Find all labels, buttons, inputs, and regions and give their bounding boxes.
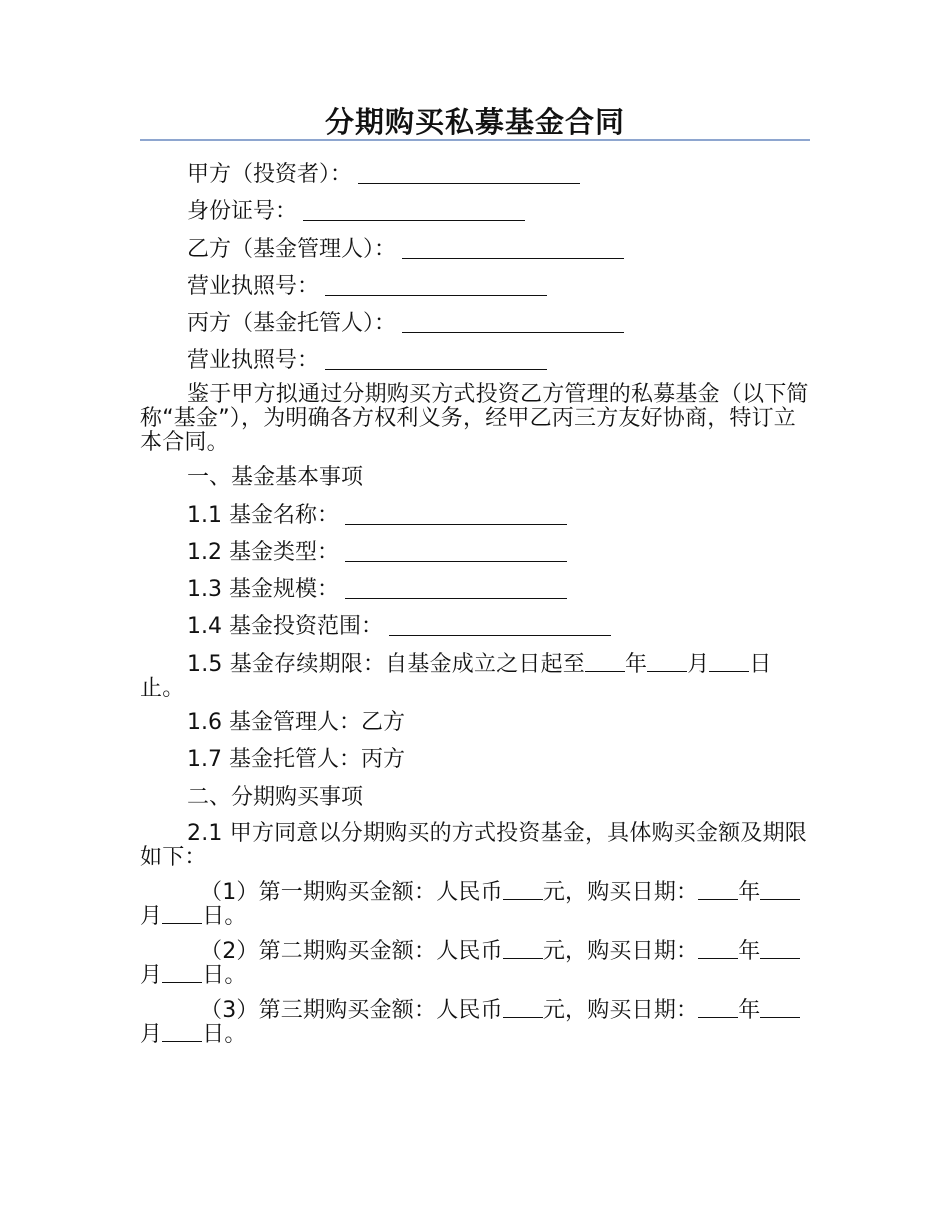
fund-type-blank <box>345 560 567 562</box>
installment-1 <box>140 881 810 929</box>
term-end-text: 日止。 <box>140 652 772 701</box>
fund-scale-blank <box>345 597 567 599</box>
license-c-line <box>187 347 547 375</box>
license-b-label: 营业执照号： <box>187 274 320 299</box>
installment-3 <box>140 999 810 1047</box>
installment-3-date-label: 元，购买日期： <box>542 998 699 1023</box>
installment-1-label: （1）第一期购买金额：人民币 <box>200 880 503 905</box>
installment-2-month-blank <box>760 957 800 959</box>
installment-2-amount-blank <box>503 957 543 959</box>
party-b-blank <box>402 257 624 259</box>
section1-heading: 一、基金基本事项 <box>187 465 364 490</box>
party-b-label: 乙方（基金管理人）： <box>187 237 397 262</box>
purchase-clause: 2.1 甲方同意以分期购买的方式投资基金，具体购买金额及期限如下： <box>140 821 807 870</box>
term-year-label: 年 <box>624 652 648 677</box>
fund-name-blank <box>345 523 567 525</box>
installment-2 <box>140 940 810 988</box>
installment-3-day-blank <box>162 1040 202 1042</box>
installment-2-day: 日。 <box>202 963 247 988</box>
party-a-blank <box>358 182 580 184</box>
fund-term-paragraph <box>140 653 810 701</box>
installment-1-year: 年 <box>738 880 761 905</box>
installment-1-day: 日。 <box>202 904 247 929</box>
installment-3-amount-blank <box>503 1016 543 1018</box>
installment-1-amount-blank <box>503 898 543 900</box>
party-b-line <box>187 236 624 264</box>
installment-1-day-blank <box>162 922 202 924</box>
installment-1-month: 月 <box>140 904 163 929</box>
party-a-line <box>187 161 580 189</box>
installment-2-date-label: 元，购买日期： <box>542 939 699 964</box>
installment-3-day: 日。 <box>202 1022 247 1047</box>
fund-scope-blank <box>389 634 611 636</box>
id-number-line <box>187 198 525 226</box>
id-number-label: 身份证号： <box>187 199 298 224</box>
license-b-line <box>187 273 547 301</box>
license-c-blank <box>325 368 547 370</box>
installment-2-label: （2）第二期购买金额：人民币 <box>200 939 503 964</box>
fund-scope-label: 1.4 基金投资范围： <box>187 614 383 639</box>
preamble-paragraph: 鉴于甲方拟通过分期购买方式投资乙方管理的私募基金（以下简称“基金”），为明确各方权利义务，经甲乙丙三方友好协商，特订立本合同。 <box>140 382 809 455</box>
fund-name-label: 1.1 基金名称： <box>187 503 339 528</box>
term-month-blank <box>647 670 687 672</box>
installment-3-label: （3）第三期购买金额：人民币 <box>200 998 503 1023</box>
party-c-label: 丙方（基金托管人）： <box>187 311 397 336</box>
term-year-blank <box>585 670 625 672</box>
section2-heading: 二、分期购买事项 <box>187 785 364 810</box>
term-month-label: 月 <box>687 652 710 677</box>
fund-name-line <box>187 502 567 530</box>
fund-scope-line <box>187 613 611 641</box>
page-title: 分期购买私募基金合同 <box>324 105 625 139</box>
fund-term-text: 1.5 基金存续期限：自基金成立之日起至 <box>187 652 585 677</box>
fund-scale-label: 1.3 基金规模： <box>187 577 339 602</box>
installment-2-year-blank <box>698 957 738 959</box>
term-day-blank <box>709 670 749 672</box>
installment-2-day-blank <box>162 981 202 983</box>
installment-3-year: 年 <box>738 998 761 1023</box>
fund-scale-line <box>187 576 567 604</box>
installment-1-date-label: 元，购买日期： <box>542 880 699 905</box>
installment-2-year: 年 <box>738 939 761 964</box>
fund-type-label: 1.2 基金类型： <box>187 540 339 565</box>
party-c-line <box>187 310 624 338</box>
fund-custodian-line: 1.7 基金托管人：丙方 <box>187 747 405 772</box>
title-underline <box>140 139 810 141</box>
installment-1-month-blank <box>760 898 800 900</box>
fund-manager-line: 1.6 基金管理人：乙方 <box>187 710 405 735</box>
installment-3-month: 月 <box>140 1022 163 1047</box>
license-b-blank <box>325 294 547 296</box>
installment-3-year-blank <box>698 1016 738 1018</box>
fund-type-line <box>187 539 567 567</box>
installment-3-month-blank <box>760 1016 800 1018</box>
party-a-label: 甲方（投资者）： <box>187 162 353 187</box>
party-c-blank <box>402 331 624 333</box>
id-number-blank <box>303 219 525 221</box>
installment-1-year-blank <box>698 898 738 900</box>
installment-2-month: 月 <box>140 963 163 988</box>
license-c-label: 营业执照号： <box>187 348 320 373</box>
